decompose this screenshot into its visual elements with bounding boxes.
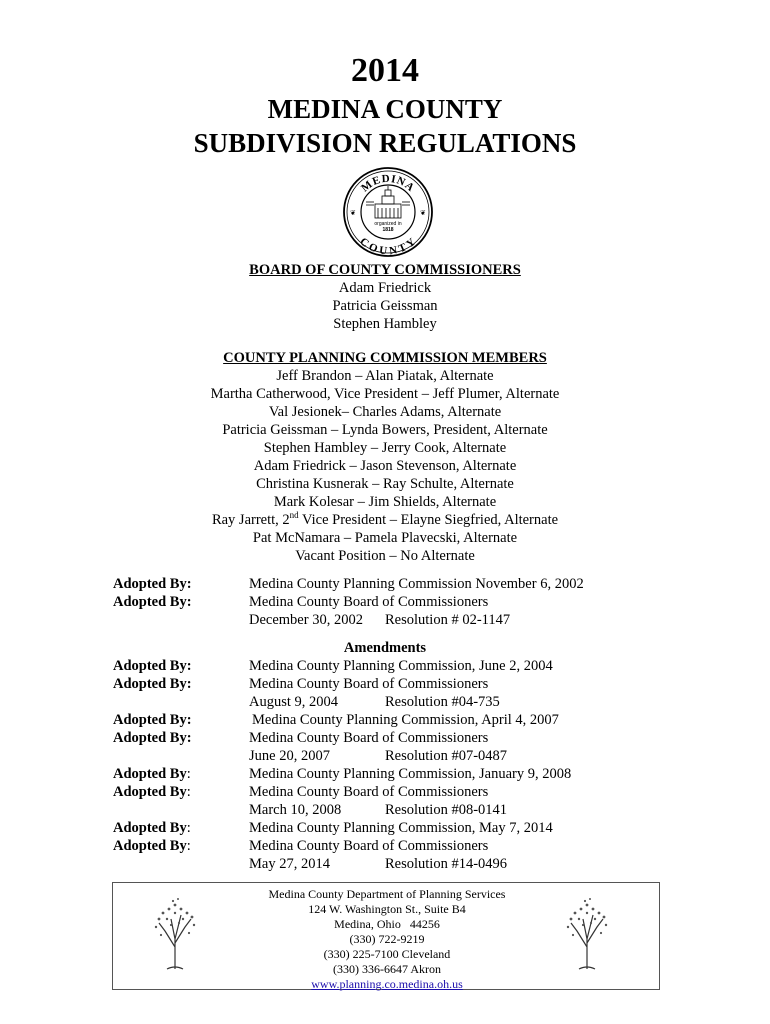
seal-bottom-text: COUNTY xyxy=(357,235,419,258)
department-name: Medina County Department of Planning Services xyxy=(268,887,506,901)
amendment-commission: Medina County Planning Commission, June 2, 2004 xyxy=(249,658,553,674)
phone-main: (330) 722-9219 xyxy=(349,932,425,946)
planning-member: Martha Catherwood, Vice President – Jeff Plumer, Alternate xyxy=(210,386,560,402)
amendment-commission: Medina County Planning Commission, January 9, 2008 xyxy=(249,766,572,782)
planning-member: Adam Friedrick – Jason Stevenson, Alternate xyxy=(253,458,517,474)
address-city: Medina, Ohio 44256 xyxy=(334,917,440,931)
amendment-block: Adopted By: Medina County Planning Commission, June 2, 2004 Adopted By: Medina County Board of Commissioners August 9, 2004 Resolution #04-735 xyxy=(113,657,673,711)
board-heading: BOARD OF COUNTY COMMISSIONERS xyxy=(249,262,521,278)
amendment-resolution: August 9, 2004 Resolution #04-735 xyxy=(249,694,500,710)
county-seal xyxy=(342,166,434,258)
original-adoption: Adopted By: Medina County Planning Commission November 6, 2002 Adopted By: Medina County Board of Commissioners December 30, 2002 Resolution # 02-1147 xyxy=(113,575,673,629)
planning-heading: COUNTY PLANNING COMMISSION MEMBERS xyxy=(223,350,547,366)
planning-member: Val Jesionek– Charles Adams, Alternate xyxy=(268,404,502,420)
planning-member: Stephen Hambley – Jerry Cook, Alternate xyxy=(263,440,507,456)
amendment-block: Adopted By: Medina County Planning Commission, January 9, 2008 Adopted By: Medina County Board of Commissioners March 10, 2008 Resolution #08-0141 xyxy=(113,765,673,819)
planning-member: Patricia Geissman – Lynda Bowers, President, Alternate xyxy=(222,422,548,438)
phone-cleveland: (330) 225-7100 Cleveland xyxy=(323,947,451,961)
courthouse-icon xyxy=(366,186,410,218)
tree-icon xyxy=(563,895,611,971)
planning-member: Jeff Brandon – Alan Piatak, Alternate xyxy=(276,368,494,384)
planning-member: Mark Kolesar – Jim Shields, Alternate xyxy=(273,494,497,510)
amendment-block: Adopted By: Medina County Planning Commission, April 4, 2007 Adopted By: Medina County Board of Commissioners June 20, 2007 Resolution #07-0487 xyxy=(113,711,673,765)
amendment-resolution: May 27, 2014 Resolution #14-0496 xyxy=(249,856,508,872)
amendment-commission: Medina County Planning Commission, May 7, 2014 xyxy=(249,820,553,836)
seal-top-text: MEDINA xyxy=(359,172,417,195)
website-link[interactable]: www.planning.co.medina.oh.us xyxy=(311,977,463,991)
seal-right-ornament-icon: ❦ xyxy=(420,209,426,217)
board-member: Patricia Geissman xyxy=(332,298,438,314)
seal-left-ornament-icon: ❦ xyxy=(350,209,356,217)
board-member: Adam Friedrick xyxy=(338,280,432,296)
adoption-commission: Medina County Planning Commission November 6, 2002 xyxy=(249,576,584,592)
phone-akron: (330) 336-6647 Akron xyxy=(333,962,441,976)
amendments-heading: Amendments xyxy=(343,640,427,656)
planning-member-jarrett: Ray Jarrett, 2nd Vice President – Elayne Siegfried, Alternate xyxy=(211,510,559,528)
document-title xyxy=(0,92,770,160)
planning-section xyxy=(0,349,770,565)
adoption-board: Medina County Board of Commissioners xyxy=(249,594,489,610)
planning-member: Christina Kusnerak – Ray Schulte, Alternate xyxy=(256,476,514,492)
amendment-board: Medina County Board of Commissioners xyxy=(249,784,489,800)
document-year: 2014 xyxy=(351,52,419,89)
amendment-board: Medina County Board of Commissioners xyxy=(249,838,489,854)
adoption-resolution: December 30, 2002 Resolution # 02-1147 xyxy=(249,612,511,628)
amendment-commission: Medina County Planning Commission, April 4, 2007 xyxy=(252,712,559,728)
title-line-2: SUBDIVISION REGULATIONS xyxy=(193,128,577,158)
amendment-resolution: March 10, 2008 Resolution #08-0141 xyxy=(249,802,508,818)
planning-member: Pat McNamara – Pamela Plavecski, Alternate xyxy=(252,530,518,546)
board-member: Stephen Hambley xyxy=(333,316,437,332)
seal-organized-text: organized in xyxy=(374,221,402,227)
planning-member: Vacant Position – No Alternate xyxy=(295,548,475,564)
contact-box xyxy=(112,882,660,990)
amendment-board: Medina County Board of Commissioners xyxy=(249,730,489,746)
title-line-1: MEDINA COUNTY xyxy=(267,94,503,124)
board-section xyxy=(0,261,770,333)
seal-year-text: 1818 xyxy=(382,227,394,233)
amendment-board: Medina County Board of Commissioners xyxy=(249,676,489,692)
amendment-block: Adopted By: Medina County Planning Commission, May 7, 2014 Adopted By: Medina County Board of Commissioners May 27, 2014 Resolution #14-0496 xyxy=(113,819,673,873)
amendment-resolution: June 20, 2007 Resolution #07-0487 xyxy=(249,748,508,764)
address-street: 124 W. Washington St., Suite B4 xyxy=(308,902,466,916)
